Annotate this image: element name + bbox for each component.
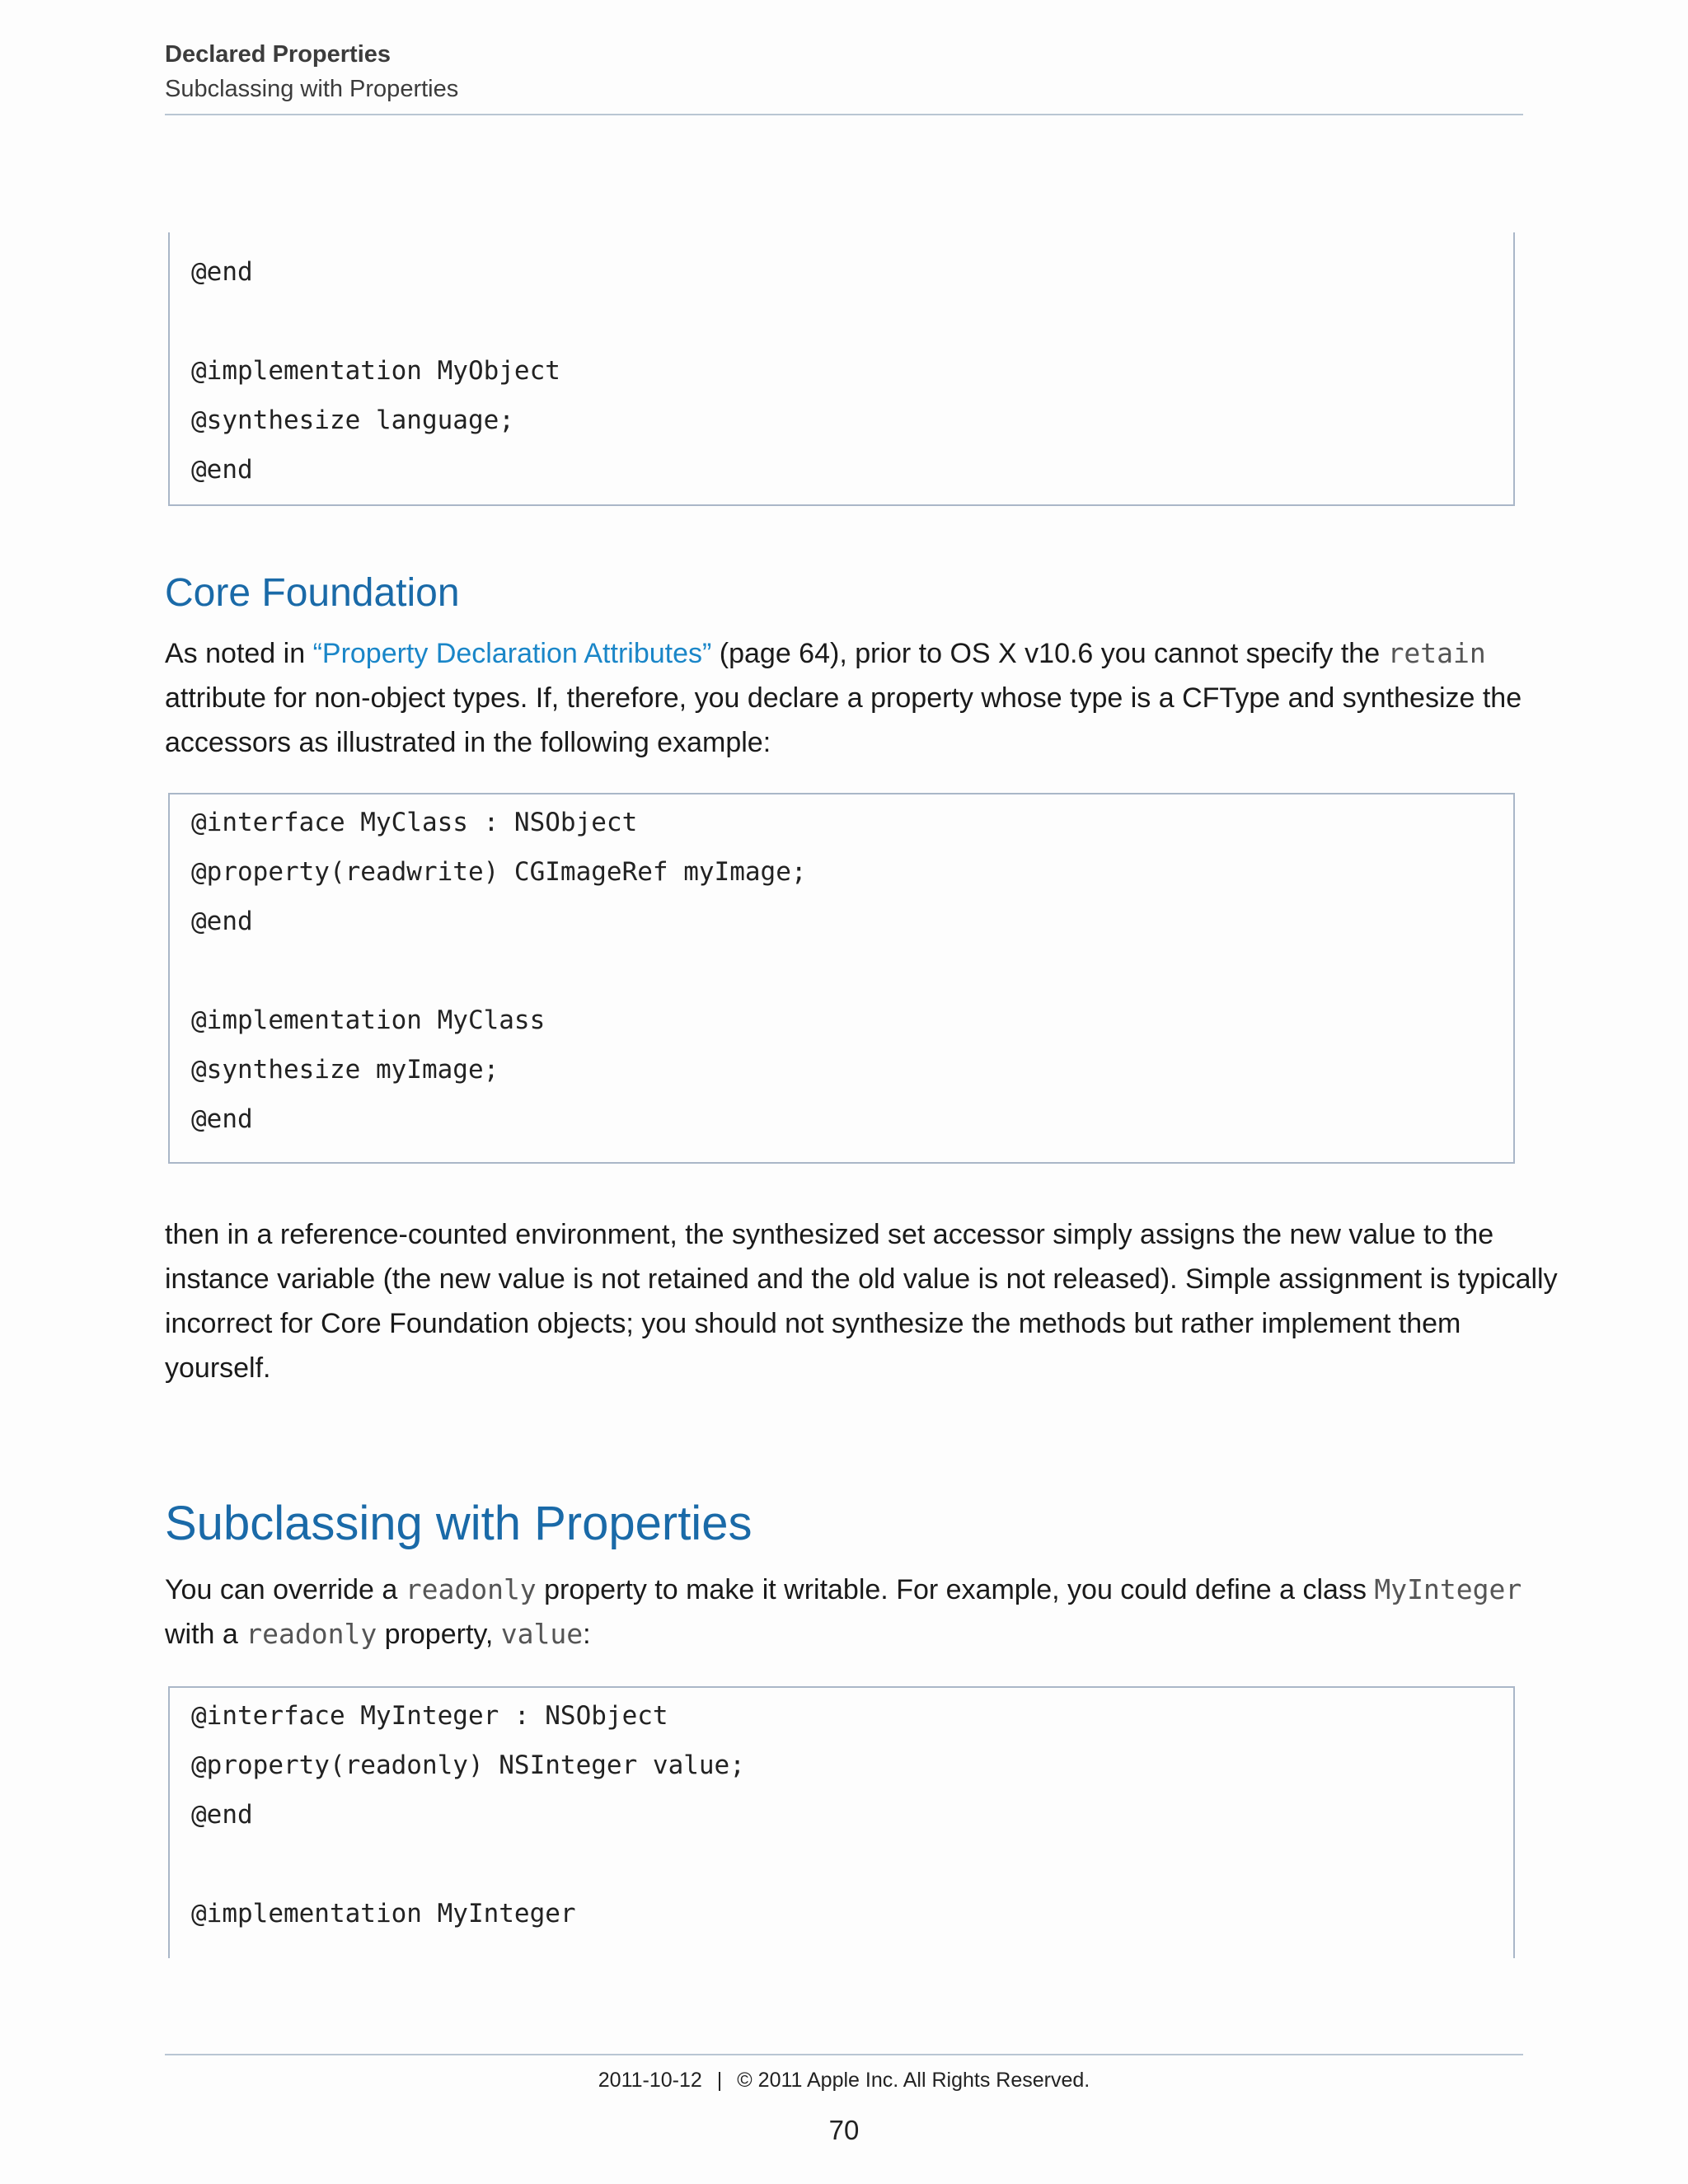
property-declaration-attributes-link[interactable]: “Property Declaration Attributes” [312, 638, 712, 669]
code-myinteger: MyInteger [1374, 1573, 1522, 1605]
paragraph-line: attribute for non-object types. If, therefore, you declare a property whose type is a CFType and synthesize the [165, 682, 1522, 714]
code-block-myinteger [168, 1686, 1515, 1958]
subclassing-heading: Subclassing with Properties [165, 1497, 753, 1550]
text-span: As noted in [165, 638, 313, 669]
code-line: @implementation MyObject [191, 356, 560, 386]
footer [0, 2065, 1688, 2095]
code-line: @implementation MyInteger [191, 1899, 576, 1929]
code-line: @property(readwrite) CGImageRef myImage; [191, 857, 807, 887]
footer-date: 2011-10-12 [598, 2069, 702, 2092]
paragraph-line: then in a reference-counted environment, the synthesized set accessor simply assigns the new value to the [165, 1219, 1494, 1250]
code-block-myclass [168, 793, 1515, 1164]
code-retain: retain [1387, 637, 1486, 669]
code-line: @interface MyInteger : NSObject [191, 1701, 668, 1731]
code-readonly: readonly [405, 1573, 537, 1605]
code-line [191, 946, 1513, 996]
code-line: @end [191, 1104, 253, 1134]
core-foundation-intro [165, 631, 1533, 765]
code-line: @end [191, 455, 253, 485]
code-line: @synthesize myImage; [191, 1055, 499, 1085]
text-span: with a [165, 1619, 246, 1650]
running-header [165, 38, 1523, 105]
footer-separator: | [716, 2069, 723, 2092]
core-foundation-explanation [165, 1212, 1558, 1390]
text-span: (page 64), prior to OS X v10.6 you cannot specify the [711, 638, 1388, 669]
text-span: property, [377, 1619, 501, 1650]
code-line [191, 1840, 1513, 1889]
text-span: : [583, 1619, 591, 1650]
paragraph-line [165, 1612, 1533, 1657]
paragraph-line: incorrect for Core Foundation objects; you should not synthesize the methods but rather implement them [165, 1308, 1461, 1339]
code-line: @synthesize language; [191, 405, 514, 435]
header-divider [165, 114, 1523, 115]
footer-copyright: © 2011 Apple Inc. All Rights Reserved. [737, 2069, 1090, 2092]
code-line: @implementation MyClass [191, 1005, 546, 1035]
subclassing-intro [165, 1568, 1533, 1657]
core-foundation-heading: Core Foundation [165, 571, 460, 615]
paragraph-line [165, 631, 1533, 676]
chapter-title: Declared Properties [165, 41, 392, 68]
section-title: Subclassing with Properties [165, 76, 459, 102]
code-line: @property(readonly) NSInteger value; [191, 1750, 745, 1780]
code-block-myobject [168, 232, 1515, 506]
paragraph-line: accessors as illustrated in the following example: [165, 727, 771, 758]
footer-divider [165, 2054, 1523, 2055]
code-value: value [500, 1618, 584, 1650]
paragraph-line: instance variable (the new value is not retained and the old value is not released). Simple assignment is typically [165, 1263, 1558, 1295]
page-number: 70 [828, 2115, 860, 2145]
code-line: @end [191, 1800, 253, 1830]
code-line [191, 297, 1513, 346]
paragraph-line [165, 1568, 1533, 1612]
code-line: @end [191, 257, 253, 287]
text-span: You can override a [165, 1574, 406, 1605]
code-line: @interface MyClass : NSObject [191, 808, 638, 837]
paragraph-line: yourself. [165, 1352, 271, 1384]
code-readonly: readonly [246, 1618, 377, 1650]
text-span: property to make it writable. For example, you could define a class [536, 1574, 1375, 1605]
code-line: @end [191, 907, 253, 936]
